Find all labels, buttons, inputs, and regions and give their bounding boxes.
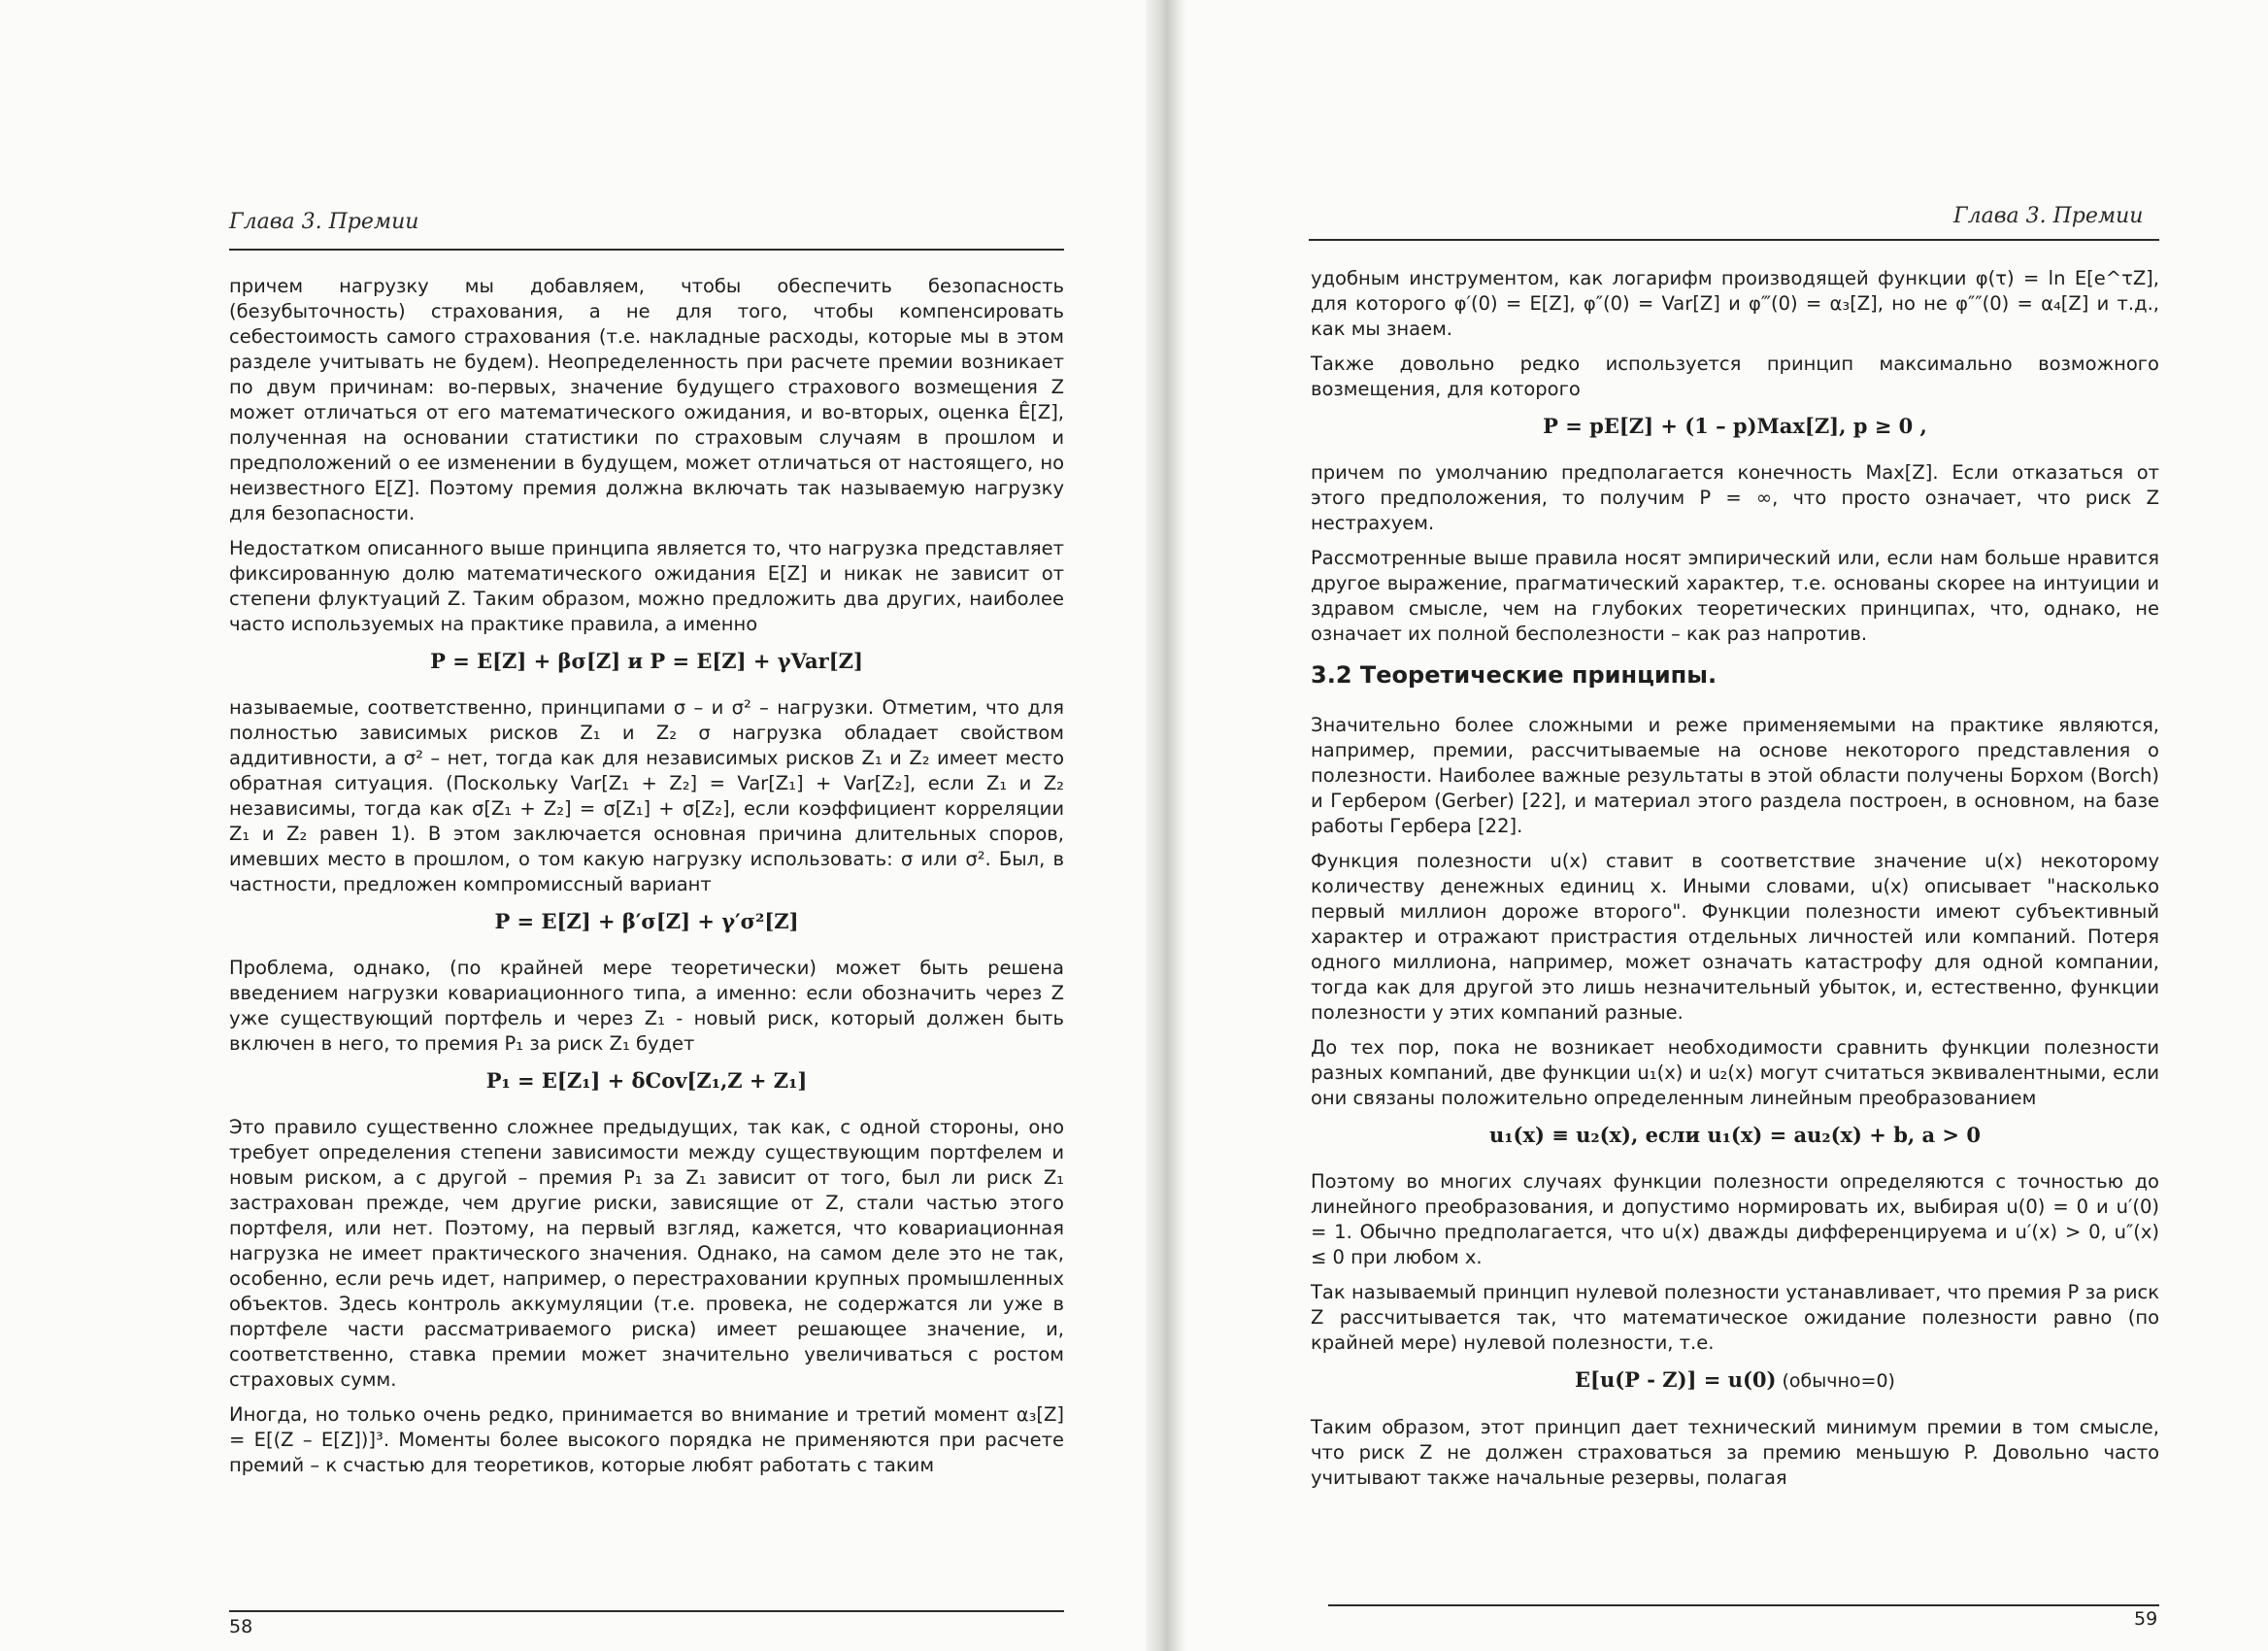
- left-page-number: 58: [229, 1616, 253, 1637]
- paragraph: Так называемый принцип нулевой полезности устанавливает, что премия P за риск Z рассчитывается так, что математическое ожидание полезности равно (по крайней мере) нулевой полезности, т.е.: [1311, 1281, 2159, 1354]
- left-header-rule: [229, 249, 1064, 251]
- left-footer-rule: [229, 1610, 1064, 1612]
- paragraph: Проблема, однако, (по крайней мере теоретически) может быть решена введением нагрузки ковариационного типа, а именно: если обозначить через Z уже существующий портфель и через Z₁ - новый риск, который должен быть включен в него, то премия P₁ за риск Z₁ будет: [229, 957, 1064, 1055]
- paragraph: Также довольно редко используется принцип максимально возможного возмещения, для которого: [1311, 353, 2159, 400]
- formula-sigma-variance-principles: P = E[Z] + βσ[Z] и P = E[Z] + γVar[Z]: [430, 649, 863, 673]
- formula-utility-equivalence: u₁(x) ≡ u₂(x), если u₁(x) = au₂(x) + b, a > 0: [1489, 1123, 1981, 1147]
- paragraph: Значительно более сложными и реже применяемыми на практике являются, например, премии, рассчитываемые на основе некоторого представления о полезности. Наиболее важные результаты в этой области получены Борхом (Borch) и Гербером (Gerber) [22], и материал этого раздела построен, в основном, на базе работы Гербера [22].: [1311, 714, 2159, 837]
- paragraph: называемые, соответственно, принципами σ – и σ² – нагрузки. Отметим, что для полностью зависимых рисков Z₁ и Z₂ σ нагрузка обладает свойством аддитивности, а σ² – нет, тогда как для независимых рисков Z₁ и Z₂ имеет место обратная ситуация. (Поскольку Var[Z₁ + Z₂] = Var[Z₁] + Var[Z₂], если Z₁ и Z₂ независимы, тогда как σ[Z₁ + Z₂] = σ[Z₁] + σ[Z₂], если коэффициент корреляции Z₁ и Z₂ равен 1). В этом заключается основная причина длительных споров, имевших место в прошлом, о том какую нагрузку использовать: σ или σ². Был, в частности, предложен компромиссный вариант: [229, 696, 1064, 895]
- paragraph: причем по умолчанию предполагается конечность Max[Z]. Если отказаться от этого предположения, то получим P = ∞, что просто означает, что риск Z нестрахуем.: [1311, 461, 2159, 534]
- paragraph: причем нагрузку мы добавляем, чтобы обеспечить безопасность (безубыточность) страхования, а не для того, чтобы компенсировать себестоимость самого страхования (т.е. накладные расходы, которые мы в этом разделе учитывать не будем). Неопределенность при расчете премии возникает по двум причинам: во-первых, значение будущего страхового возмещения Z может отличаться от его математического ожидания, и во-вторых, оценка Ê[Z], полученная на основании статистики по страховым случаям в прошлом и предположений о ее изменении в будущем, может отличаться от настоящего, но неизвестного E[Z]. Поэтому премия должна включать так называемую нагрузку для безопасности.: [229, 275, 1064, 524]
- formula-compromise-principle: P = E[Z] + β′σ[Z] + γ′σ²[Z]: [494, 909, 799, 933]
- paragraph: Иногда, но только очень редко, принимается во внимание и третий момент α₃[Z] = E[(Z – E[Z])]³. Моменты более высокого порядка не применяются при расчете премий – к счастью для теоретиков, которые любят работать с таким: [229, 1403, 1064, 1476]
- right-running-header: Глава 3. Премии: [1953, 204, 2144, 228]
- paragraph: До тех пор, пока не возникает необходимости сравнить функции полезности разных компаний, две функции u₁(x) и u₂(x) могут считаться эквивалентными, если они связаны положительно определенным линейным преобразованием: [1311, 1036, 2159, 1109]
- paragraph: Функция полезности u(x) ставит в соответствие значение u(x) некоторому количеству денежных единиц x. Иными словами, u(x) описывает "насколько первый миллион дороже второго". Функции полезности имеют субъективный характер и отражают пристрастия отдельных личностей или компаний. Потеря одного миллиона, например, может означать катастрофу для одной компании, тогда как для другой это лишь незначительный убыток, и, естественно, функции полезности у этих компаний разные.: [1311, 850, 2159, 1024]
- section-heading: 3.2 Теоретические принципы.: [1311, 661, 1718, 689]
- right-text-column: [1311, 266, 2159, 1500]
- right-footer-rule: [1328, 1604, 2159, 1606]
- right-header-rule: [1309, 239, 2159, 241]
- formula-zero-utility-expression: E[u(P - Z)] = u(0): [1575, 1367, 1777, 1392]
- left-text-column: [229, 274, 1064, 1488]
- paragraph: Это правило существенно сложнее предыдущих, так как, с одной стороны, оно требует определения степени зависимости между существующим портфелем и новым риском, а с другой – премия P₁ за Z₁ зависит от того, был ли риск Z₁ застрахован прежде, чем другие риски, зависящие от Z, стали частью этого портфеля, или нет. Поэтому, на первый взгляд, кажется, что ковариационная нагрузка не имеет практического значения. Однако, на самом деле это не так, особенно, если речь идет, например, о перестраховании крупных промышленных объектов. Здесь контроль аккумуляции (т.е. провека, не содержатся ли уже в портфеле части рассматриваемого риска) имеет решающее значение, и, соответственно, ставка премии может значительно увеличиваться с ростом страховых сумм.: [229, 1116, 1064, 1391]
- paragraph: Рассмотренные выше правила носят эмпирический или, если нам больше нравится другое выражение, прагматический характер, т.е. основаны скорее на интуиции и здравом смысле, чем на глубоких теоретических принципах, что, однако, не означает их полной бесполезности – как раз напротив.: [1311, 547, 2159, 645]
- formula-zero-utility: [1311, 1367, 2159, 1394]
- paragraph: удобным инструментом, как логарифм производящей функции φ(τ) = ln E[e^τZ], для которого φ′(0) = E[Z], φ″(0) = Var[Z] и φ‴(0) = α₃[Z], но не φ″″(0) = α₄[Z] и т.д., как мы знаем.: [1311, 267, 2159, 340]
- paragraph: Поэтому во многих случаях функции полезности определяются с точностью до линейного преобразования, и допустимо нормировать их, выбирая u(0) = 0 и u′(0) = 1. Обычно предполагается, что u(x) дважды дифференцируема и u′(x) > 0, u″(x) ≤ 0 при любом x.: [1311, 1170, 2159, 1268]
- left-running-header: Глава 3. Премии: [229, 210, 419, 234]
- formula-zero-utility-note: (обычно=0): [1776, 1370, 1895, 1392]
- right-page-number: 59: [2134, 1608, 2158, 1630]
- paragraph: Недостатком описанного выше принципа является то, что нагрузка представляет фиксированную долю математического ожидания E[Z] и никак не зависит от степени флуктуаций Z. Таким образом, можно предложить два других, наиболее часто используемых на практике правила, а именно: [229, 537, 1064, 635]
- right-page: [1165, 0, 2268, 1651]
- paragraph: Таким образом, этот принцип дает технический минимум премии в том смысле, что риск Z не должен страховаться за премию меньшую P. Довольно часто учитывают также начальные резервы, полагая: [1311, 1416, 2159, 1489]
- formula-covariance-principle: P₁ = E[Z₁] + δCov[Z₁,Z + Z₁]: [485, 1068, 808, 1093]
- formula-maximum-loss-principle: P = pE[Z] + (1 – p)Max[Z], p ≥ 0 ,: [1543, 414, 1927, 438]
